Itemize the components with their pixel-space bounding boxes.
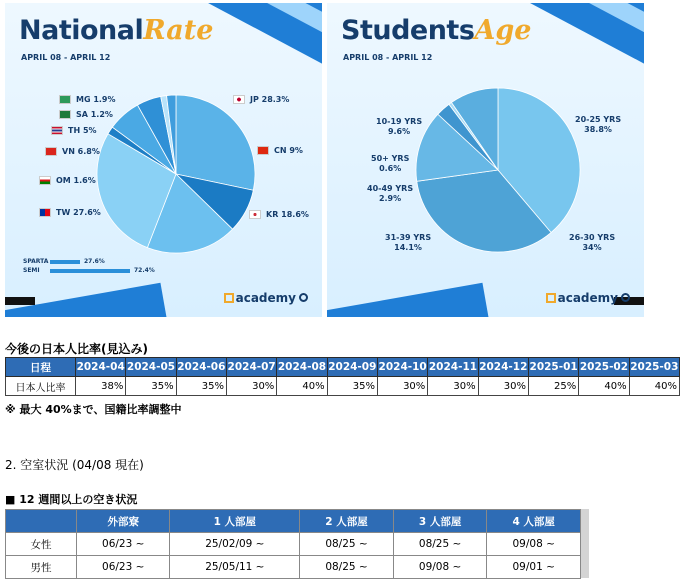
nationality-slice-jp	[176, 95, 255, 190]
vacancy-row	[6, 556, 581, 579]
month-header: 2024-11	[428, 358, 478, 377]
bar-value: 27.6%	[84, 258, 105, 265]
label-tw: TW 27.6%	[56, 208, 101, 217]
legend-kr	[249, 210, 309, 220]
label-value: 38.8%	[584, 125, 612, 134]
label-value: 2.9%	[378, 194, 402, 203]
bar-semi	[23, 267, 173, 276]
label-40-49	[367, 184, 413, 204]
ratio-table	[5, 357, 680, 396]
room-type-header: 外部寮	[77, 510, 170, 533]
thailand-flag-icon	[51, 126, 63, 135]
students-age-infographic	[327, 3, 644, 317]
japan-flag-icon	[233, 95, 245, 104]
infographic-title	[341, 15, 531, 55]
title-main: Students	[341, 15, 475, 46]
legend-vn	[45, 147, 100, 157]
ratio-value-row	[6, 377, 680, 396]
oman-flag-icon	[39, 176, 51, 185]
legend-jp	[233, 95, 289, 105]
label-jp: JP 28.3%	[250, 95, 290, 104]
table-edge-shadow	[581, 509, 589, 578]
title-accent: Age	[474, 15, 532, 46]
legend-cn	[257, 146, 303, 156]
brand-circle-icon	[299, 293, 308, 302]
availability-date: 08/25 ~	[300, 556, 394, 579]
gender-label: 女性	[6, 533, 77, 556]
korea-flag-icon	[249, 210, 261, 219]
label-om: OM 1.6%	[56, 176, 96, 185]
label-name: 26-30 YRS	[569, 233, 616, 242]
taiwan-flag-icon	[39, 208, 51, 217]
saudi-flag-icon	[59, 110, 71, 119]
bar-fill	[50, 269, 130, 273]
label-value: 14.1%	[394, 243, 422, 252]
month-header: 2024-10	[377, 358, 427, 377]
month-header: 2025-02	[579, 358, 629, 377]
availability-date: 08/25 ~	[393, 533, 487, 556]
china-flag-icon	[257, 146, 269, 155]
label-th: TH 5%	[68, 126, 97, 135]
vacancy-heading: 2. 空室状況 (04/08 現在)	[5, 458, 144, 472]
legend-th	[51, 126, 97, 136]
ratio-cell: 30%	[428, 377, 478, 396]
month-header: 2024-12	[478, 358, 528, 377]
ratio-cell: 35%	[176, 377, 226, 396]
ratio-cell: 40%	[579, 377, 629, 396]
ratio-heading: 今後の日本人比率(見込み)	[5, 342, 148, 356]
ratio-cell: 35%	[126, 377, 176, 396]
vacancy-table	[5, 509, 581, 579]
label-name: 31-39 YRS	[385, 233, 432, 242]
availability-date: 08/25 ~	[300, 533, 394, 556]
bar-name: SPARTA	[23, 258, 49, 265]
decor-stripe	[327, 283, 489, 317]
ratio-cell: 30%	[226, 377, 276, 396]
month-header: 2025-03	[629, 358, 679, 377]
month-header: 2024-05	[126, 358, 176, 377]
availability-date: 25/02/09 ~	[170, 533, 300, 556]
label-vn: VN 6.8%	[62, 147, 100, 156]
month-header: 2024-07	[226, 358, 276, 377]
ratio-cell: 30%	[377, 377, 427, 396]
brand-logo	[546, 291, 630, 305]
ratio-row-label: 日本人比率	[6, 377, 76, 396]
brand-circle-icon	[621, 293, 630, 302]
ratio-note: ※ 最大 40%まで、国籍比率調整中	[5, 403, 182, 416]
availability-date: 06/23 ~	[77, 556, 170, 579]
vietnam-flag-icon	[45, 147, 57, 156]
legend-mg	[59, 95, 116, 105]
availability-date: 09/08 ~	[487, 533, 581, 556]
national-rate-infographic	[5, 3, 322, 317]
ratio-header-label: 日程	[6, 358, 76, 377]
brand-square-icon	[224, 293, 234, 303]
ratio-cell: 40%	[277, 377, 327, 396]
sparta-semi-bars	[23, 258, 173, 276]
title-accent: Rate	[143, 15, 214, 46]
infographic-title	[19, 15, 213, 55]
gender-label: 男性	[6, 556, 77, 579]
month-header: 2025-01	[528, 358, 578, 377]
brand-text: academy	[235, 291, 296, 305]
ratio-header-row	[6, 358, 680, 377]
decor-block	[5, 297, 35, 305]
label-value: 34%	[582, 243, 602, 252]
legend-sa	[59, 110, 113, 120]
availability-date: 09/08 ~	[393, 556, 487, 579]
brand-logo	[224, 291, 308, 305]
mongolia-flag-icon	[59, 95, 71, 104]
vacancy-header-row	[6, 510, 581, 533]
bar-name: SEMI	[23, 267, 40, 274]
label-cn: CN 9%	[274, 146, 303, 155]
legend-tw	[39, 208, 101, 218]
vacancy-subheading: ■ 12 週間以上の空き状況	[5, 493, 138, 506]
label-kr: KR 18.6%	[266, 210, 309, 219]
month-header: 2024-08	[277, 358, 327, 377]
ratio-cell: 30%	[478, 377, 528, 396]
room-type-header: 2 人部屋	[300, 510, 394, 533]
vacancy-corner-header	[6, 510, 77, 533]
label-31-39	[385, 233, 431, 253]
vacancy-row	[6, 533, 581, 556]
ratio-cell: 38%	[76, 377, 126, 396]
brand-square-icon	[546, 293, 556, 303]
month-header: 2024-06	[176, 358, 226, 377]
room-type-header: 4 人部屋	[487, 510, 581, 533]
legend-om	[39, 176, 96, 186]
ratio-cell: 25%	[528, 377, 578, 396]
label-mg: MG 1.9%	[76, 95, 116, 104]
month-header: 2024-04	[76, 358, 126, 377]
availability-date: 09/01 ~	[487, 556, 581, 579]
bar-value: 72.4%	[134, 267, 155, 274]
ratio-cell: 40%	[629, 377, 679, 396]
brand-text: academy	[557, 291, 618, 305]
room-type-header: 3 人部屋	[393, 510, 487, 533]
label-26-30	[569, 233, 615, 253]
room-type-header: 1 人部屋	[170, 510, 300, 533]
availability-date: 06/23 ~	[77, 533, 170, 556]
label-20-25	[575, 115, 621, 135]
label-name: 50+ YRS	[371, 154, 410, 163]
label-value: 9.6%	[387, 127, 411, 136]
ratio-cell: 35%	[327, 377, 377, 396]
label-value: 0.6%	[379, 164, 402, 173]
bar-sparta	[23, 258, 173, 267]
month-header: 2024-09	[327, 358, 377, 377]
label-50-plus	[371, 154, 409, 174]
title-main: National	[19, 15, 144, 46]
label-10-19	[376, 117, 422, 137]
label-name: 10-19 YRS	[376, 117, 423, 126]
bar-fill	[50, 260, 80, 264]
label-name: 20-25 YRS	[575, 115, 622, 124]
date-range: APRIL 08 - APRIL 12	[343, 53, 433, 62]
date-range: APRIL 08 - APRIL 12	[21, 53, 111, 62]
label-name: 40-49 YRS	[367, 184, 414, 193]
label-sa: SA 1.2%	[76, 110, 113, 119]
students-age-pie-chart	[415, 87, 581, 253]
availability-date: 25/05/11 ~	[170, 556, 300, 579]
national-rate-pie-chart	[96, 94, 256, 254]
